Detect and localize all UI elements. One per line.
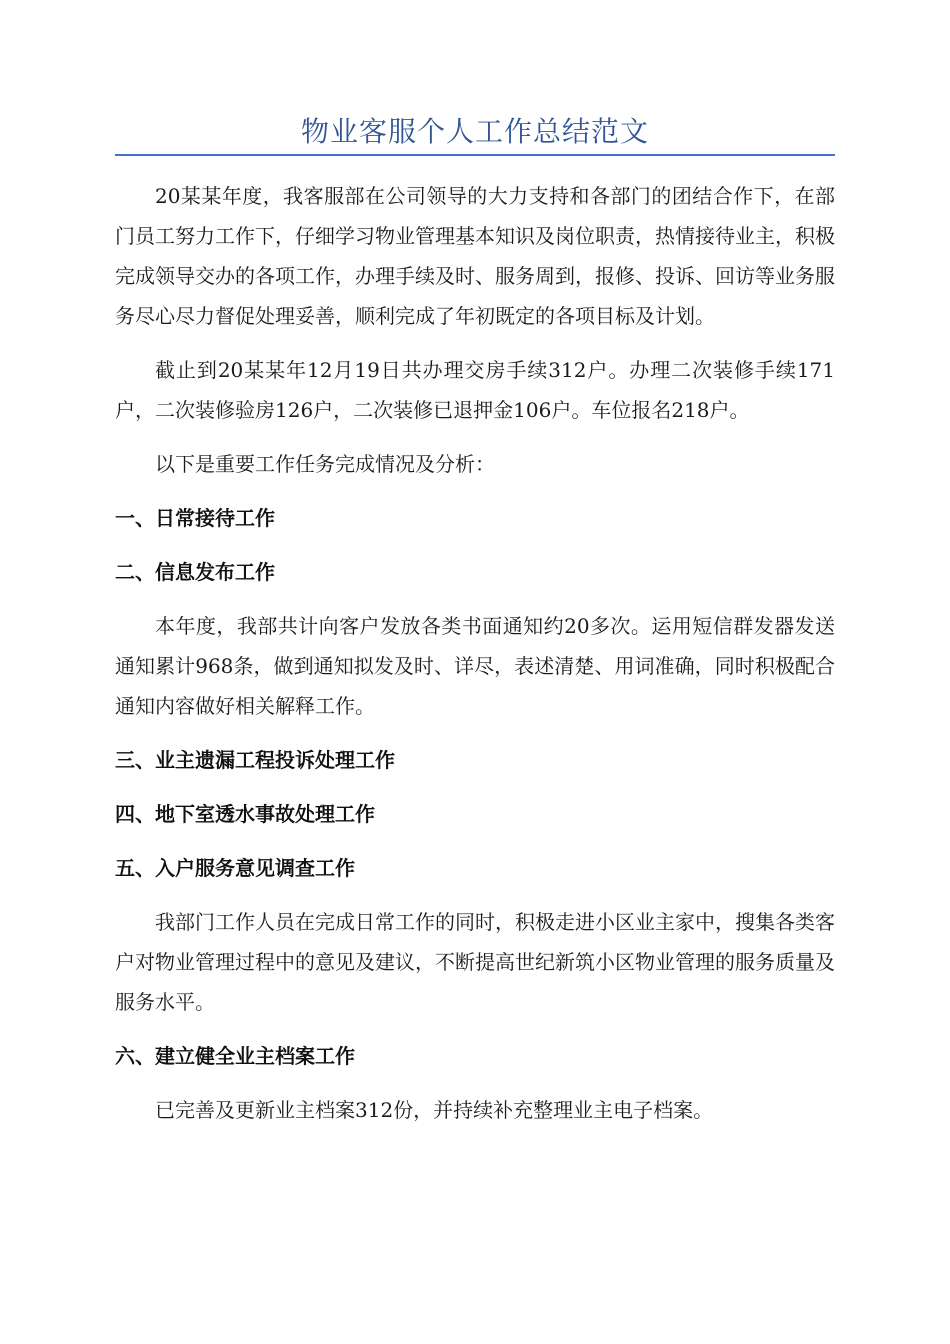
document-body (115, 176, 835, 1130)
spacer (115, 1022, 835, 1036)
spacer (115, 538, 835, 552)
page-title: 物业客服个人工作总结范文 (300, 115, 649, 148)
spacer (115, 834, 835, 848)
section-heading-daily-reception: 一、日常接待工作 (115, 506, 275, 530)
spacer (115, 726, 835, 740)
spacer (115, 430, 835, 444)
intro-paragraph: 20某某年度，我客服部在公司领导的大力支持和各部门的团结合作下，在部门员工努力工作下，仔细学习物业管理基本知识及岗位职责，热情接待业主，积极完成领导交办的各项工作，办理手续及时、服务周到，报修、投诉、回访等业务服务尽心尽力督促处理妥善，顺利完成了年初既定的各项目标及计划。 (115, 184, 835, 328)
spacer (115, 484, 835, 498)
spacer (115, 888, 835, 902)
section-heading-complaints: 三、业主遗漏工程投诉处理工作 (115, 748, 395, 772)
section-heading-info-release: 二、信息发布工作 (115, 560, 275, 584)
spacer (115, 1076, 835, 1090)
archives-paragraph: 已完善及更新业主档案312份，并持续补充整理业主电子档案。 (155, 1098, 714, 1122)
spacer (115, 336, 835, 350)
statistics-paragraph: 截止到20某某年12月19日共办理交房手续312户。办理二次装修手续171户，二次装修验房126户，二次装修已退押金106户。车位报名218户。 (115, 358, 835, 422)
summary-lead-paragraph: 以下是重要工作任务完成情况及分析： (155, 452, 495, 476)
section-heading-survey: 五、入户服务意见调查工作 (115, 856, 355, 880)
section-heading-archives: 六、建立健全业主档案工作 (115, 1044, 355, 1068)
title-underline (115, 154, 835, 156)
info-release-paragraph: 本年度，我部共计向客户发放各类书面通知约20多次。运用短信群发器发送通知累计968条，做到通知拟发及时、详尽，表述清楚、用词准确，同时积极配合通知内容做好相关解释工作。 (115, 614, 835, 718)
survey-paragraph: 我部门工作人员在完成日常工作的同时，积极走进小区业主家中，搜集各类客户对物业管理过程中的意见及建议，不断提高世纪新筑小区物业管理的服务质量及服务水平。 (115, 910, 835, 1014)
section-heading-basement-leak: 四、地下室透水事故处理工作 (115, 802, 375, 826)
spacer (115, 780, 835, 794)
spacer (115, 592, 835, 606)
